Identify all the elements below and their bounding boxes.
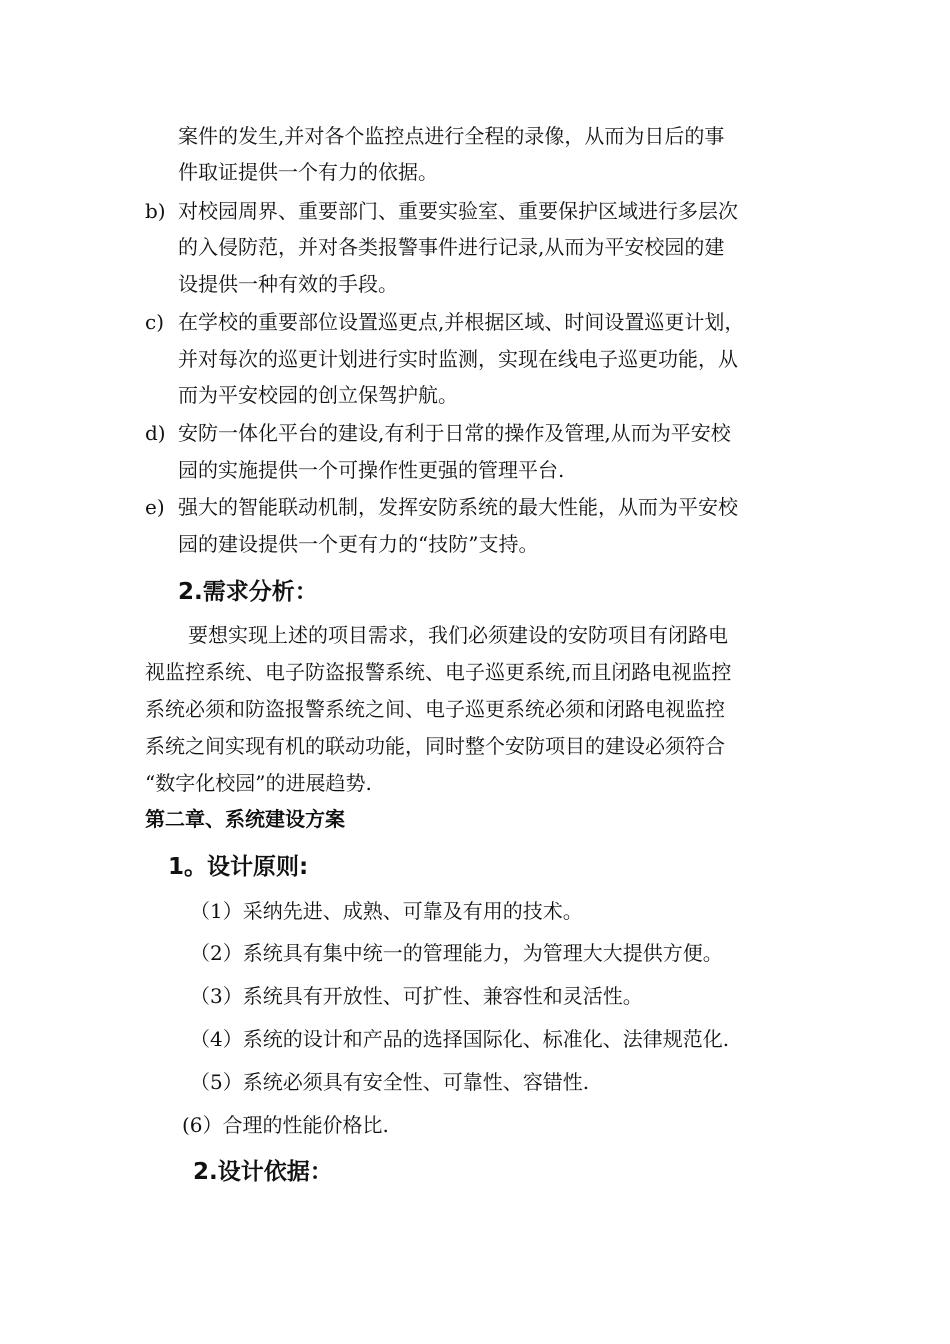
demand-paragraph-line-5: “数字化校园”的进展趋势. <box>145 771 372 795</box>
list-item-e-line-1: 强大的智能联动机制，发挥安防系统的最大性能，从而为平安校 <box>178 495 738 519</box>
demand-paragraph-line-3: 系统必须和防盗报警系统之间、电子巡更系统必须和闭路电视监控 <box>145 697 725 721</box>
list-marker-d: d) <box>145 421 166 445</box>
list-item-b-line-1: 对校园周界、重要部门、重要实验室、重要保护区域进行多层次 <box>178 199 738 223</box>
list-item-b-line-2: 的入侵防范，并对各类报警事件进行记录,从而为平安校园的建 <box>178 235 725 259</box>
section-heading-demand: 2.需求分析： <box>178 579 318 605</box>
demand-paragraph-line-1: 要想实现上述的项目需求，我们必须建设的安防项目有闭路电 <box>188 623 728 647</box>
list-item-e-line-2: 园的建设提供一个更有力的“技防”支持。 <box>178 532 539 556</box>
chapter-title: 第二章、系统建设方案 <box>145 807 345 831</box>
list-item-b-line-3: 设提供一种有效的手段。 <box>178 272 398 296</box>
list-item-d-line-2: 园的实施提供一个可操作性更强的管理平台. <box>178 458 565 482</box>
list-item-a-line-3: 件取证提供一个有力的依据。 <box>178 160 438 184</box>
principle-item-1: （1）采纳先进、成熟、可靠及有用的技术。 <box>190 899 583 923</box>
demand-paragraph-line-2: 视监控系统、电子防盗报警系统、电子巡更系统,而且闭路电视监控 <box>145 660 732 684</box>
list-marker-c: c) <box>145 310 165 334</box>
list-item-d-line-1: 安防一体化平台的建设,有利于日常的操作及管理,从而为平安校 <box>178 421 731 445</box>
principle-item-4: （4）系统的设计和产品的选择国际化、标准化、法律规范化. <box>190 1027 730 1051</box>
principle-item-6: (6）合理的性能价格比. <box>182 1113 389 1137</box>
principle-item-3: （3）系统具有开放性、可扩性、兼容性和灵活性。 <box>190 984 643 1008</box>
demand-paragraph-line-4: 系统之间实现有机的联动功能，同时整个安防项目的建设必须符合 <box>145 734 725 758</box>
section-heading-basis: 2.设计依据： <box>193 1159 333 1185</box>
section-heading-principles: 1。设计原则: <box>168 854 309 880</box>
list-marker-b: b) <box>145 199 166 223</box>
principle-item-5: （5）系统必须具有安全性、可靠性、容错性. <box>190 1070 590 1094</box>
principle-item-2: （2）系统具有集中统一的管理能力，为管理大大提供方便。 <box>190 941 723 965</box>
list-marker-e: e) <box>145 495 165 519</box>
list-item-c-line-2: 并对每次的巡更计划进行实时监测，实现在线电子巡更功能，从 <box>178 347 738 371</box>
list-item-c-line-1: 在学校的重要部位设置巡更点,并根据区域、时间设置巡更计划， <box>178 310 745 334</box>
list-item-c-line-3: 而为平安校园的创立保驾护航。 <box>178 383 458 407</box>
list-item-a-line-2: 案件的发生,并对各个监控点进行全程的录像，从而为日后的事 <box>178 124 725 148</box>
